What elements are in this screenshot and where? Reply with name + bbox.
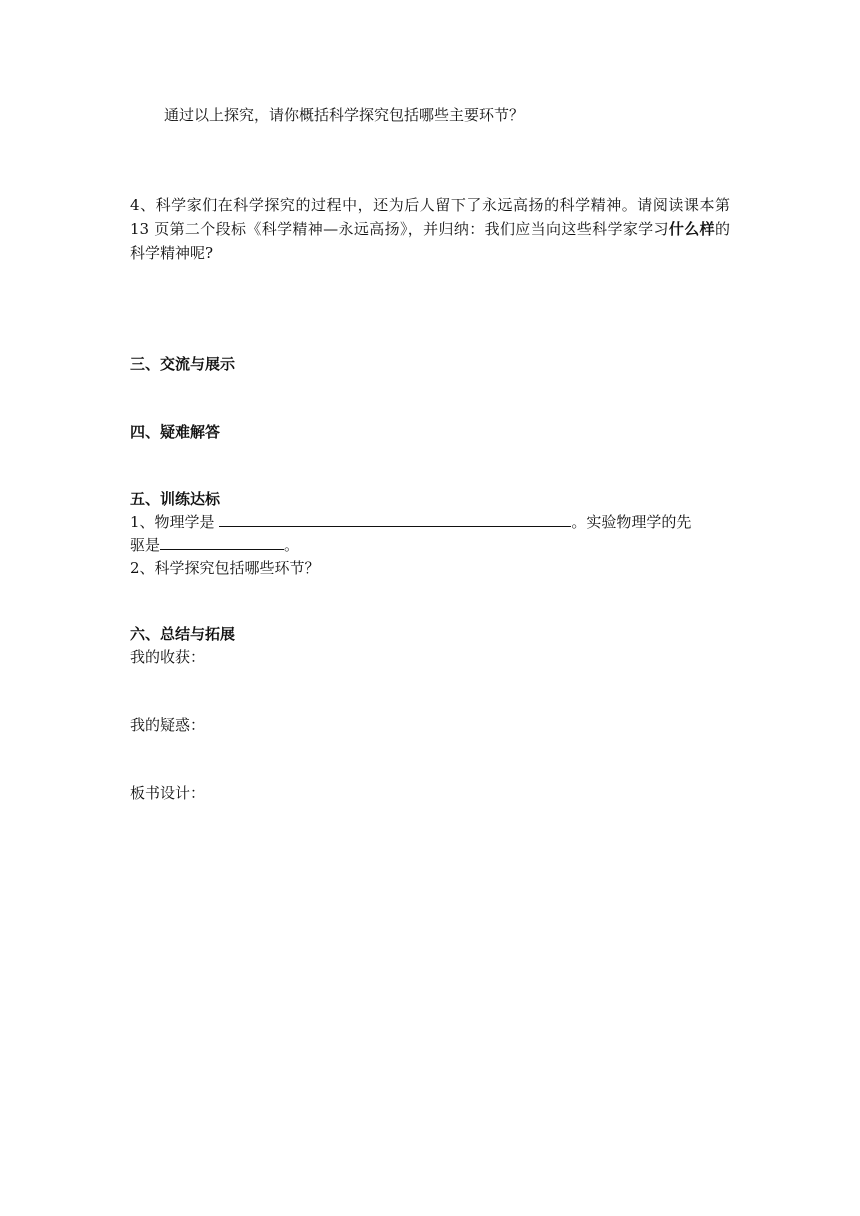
intro-question: 通过以上探究，请你概括科学探究包括哪些主要环节？: [164, 106, 525, 124]
question-4-text-1: 4、科学家们在科学探究的过程中，还为后人留下了永远高扬的科学精神。请阅读课本第 13 页第二个段标《科学精神—永远高扬》，并归纳：我们应当向这些科学家学习: [130, 196, 730, 238]
question-4: [130, 193, 730, 265]
question-4-text-2: 的科学精神呢?: [130, 220, 730, 262]
answer-blank-pioneer[interactable]: [160, 533, 284, 550]
question-4-emphasis: 什么样: [668, 220, 715, 238]
section-6-heading: 六、总结与拓展: [130, 625, 236, 643]
exercise-1-line-1: [130, 510, 730, 534]
answer-blank-physics[interactable]: [219, 510, 571, 527]
my-doubts-label: 我的疑惑：: [130, 716, 206, 734]
my-gains-label: 我的收获：: [130, 648, 206, 666]
exercise-1-line-2-prefix: 驱是: [130, 536, 161, 554]
exercise-1-line-2: [130, 533, 730, 557]
exercise-1-mid: 。实验物理学的先: [571, 513, 692, 531]
exercise-1-prefix: 1、物理学是: [130, 513, 220, 531]
section-3-heading: 三、交流与展示: [130, 355, 236, 373]
exercise-1-line-2-suffix: 。: [284, 536, 300, 554]
board-design-label: 板书设计：: [130, 784, 206, 802]
exercise-2: 2、科学探究包括哪些环节？: [130, 559, 320, 577]
section-4-heading: 四、疑难解答: [130, 423, 221, 441]
section-5-heading: 五、训练达标: [130, 490, 221, 508]
